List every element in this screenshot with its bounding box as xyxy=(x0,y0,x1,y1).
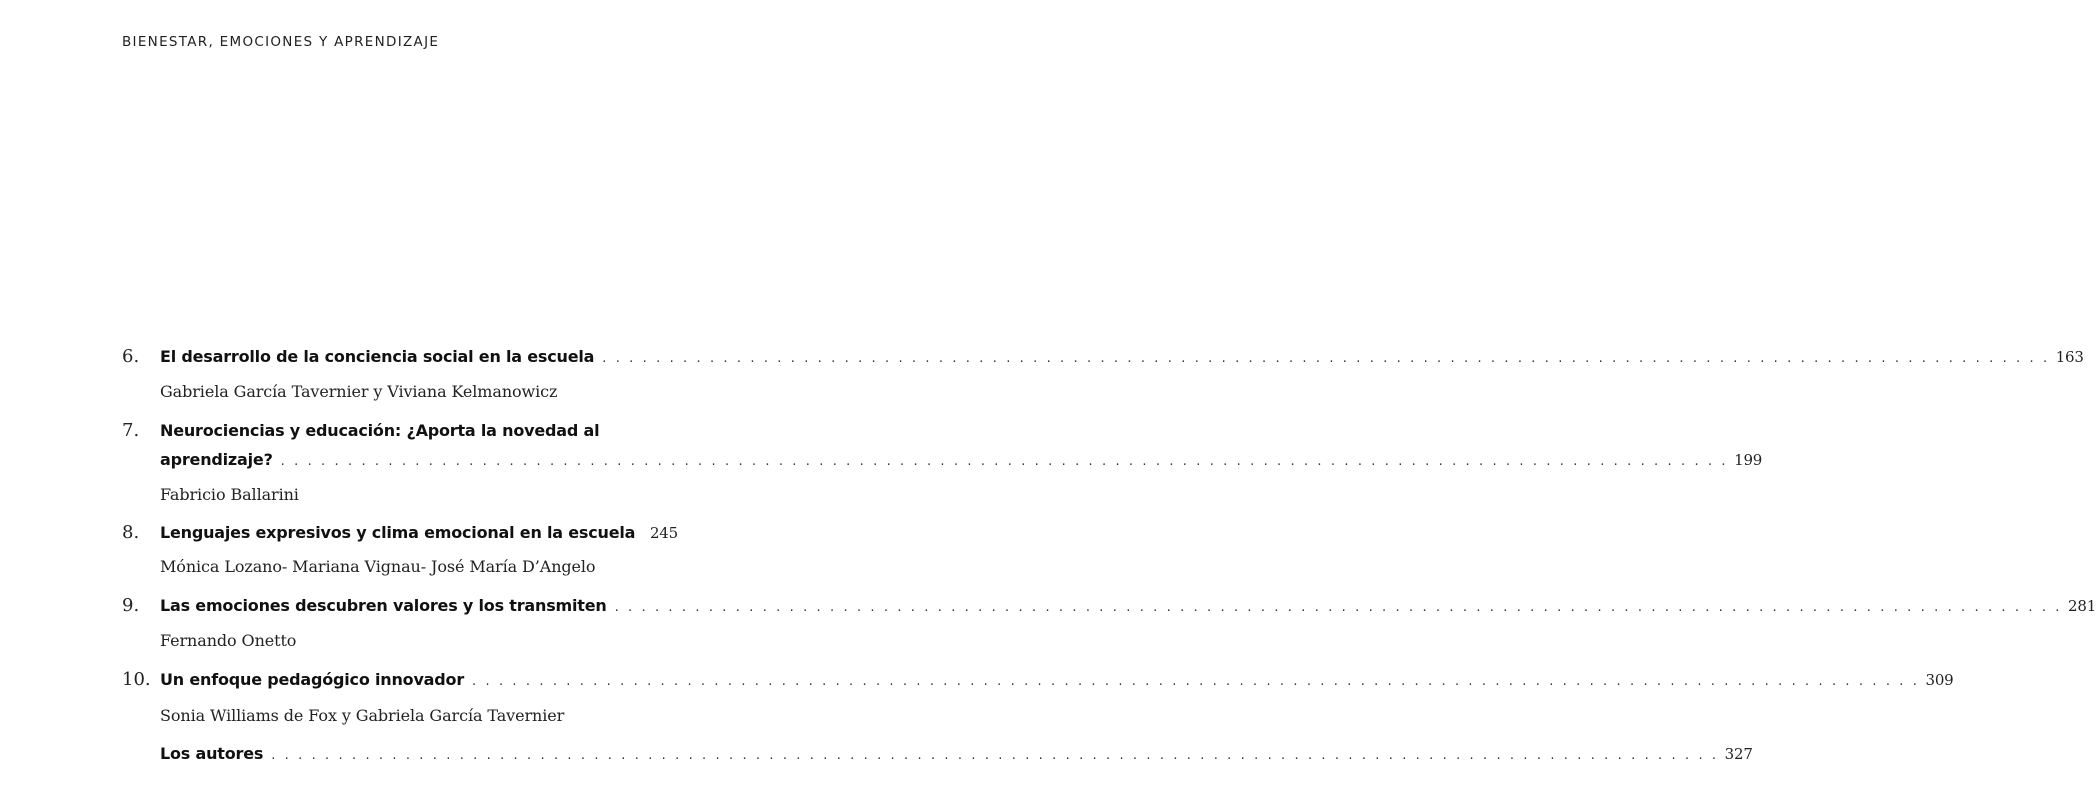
entry-number: 6. xyxy=(122,346,140,367)
entry-authors: Sonia Williams de Fox y Gabriela García Tavernier xyxy=(160,706,565,725)
page-number: 281 xyxy=(2068,597,2096,615)
page-number: 245 xyxy=(649,524,678,542)
toc-entry-10[interactable] xyxy=(122,667,1954,693)
toc-entry-6[interactable] xyxy=(122,344,2084,370)
entry-title: Neurociencias y educación: ¿Aporta la novedad al xyxy=(160,421,600,440)
toc-entry-10-authors xyxy=(122,703,678,729)
dot-leader: . . . . . . . . . . . . . . . . . . . . . . . . . . . . . . . . . . . . . . . . . . . . . . . . . . . . . . . . . . . . . . . . . . . . . . . . . . . . . . . . . . . . . . . . . . . . . . . . . . . . . . . . . . . . xyxy=(602,351,2050,366)
entry-number: 10. xyxy=(122,669,151,690)
entry-title-line xyxy=(160,667,1954,695)
entry-number: 7. xyxy=(122,420,140,441)
toc-entry-8-authors xyxy=(122,554,678,580)
entry-title: Las emociones descubren valores y los transmiten xyxy=(160,596,607,615)
entry-number: 9. xyxy=(122,595,140,616)
page-number: 163 xyxy=(2055,348,2084,366)
dot-leader: . . . . . . . . . . . . . . . . . . . . . . . . . . . . . . . . . . . . . . . . . . . . . . . . . . . . . . . . . . . . . . . . . . . . . . . . . . . . . . . . . . . . . . . . . . . . . . . . . . . . . . . . . . . . xyxy=(614,600,2063,615)
toc-entry-8[interactable] xyxy=(122,520,678,546)
entry-title: Lenguajes expresivos y clima emocional en la escuela xyxy=(160,523,636,542)
dot-leader: . . . . . . . . . . . . . . . . . . . . . . . . . . . . . . . . . . . . . . . . . . . . . . . . . . . . . . . . . . . . . . . . . . . . . . . . . . . . . . . . . . . . . . . . . . . . . . . . . . . . . . . . . . . . xyxy=(280,454,1729,469)
toc-entry-autores[interactable] xyxy=(122,741,1753,767)
toc-entry-9[interactable] xyxy=(122,593,2096,619)
entry-title-line xyxy=(160,520,678,548)
entry-number: 8. xyxy=(122,522,140,543)
entry-title: Un enfoque pedagógico innovador xyxy=(160,670,465,689)
entry-authors: Mónica Lozano- Mariana Vignau- José María D’Angelo xyxy=(160,557,596,576)
entry-authors: Fabricio Ballarini xyxy=(160,485,299,504)
running-head: BIENESTAR, EMOCIONES Y APRENDIZAJE xyxy=(122,34,440,50)
toc-entry-7[interactable] xyxy=(122,418,678,444)
toc-entry-6-authors xyxy=(122,379,678,405)
entry-title-continued: aprendizaje? xyxy=(160,450,273,469)
toc-entry-7-line2[interactable] xyxy=(122,447,1763,473)
entry-authors: Gabriela García Tavernier y Viviana Kelmanowicz xyxy=(160,382,558,401)
dot-leader: . . . . . . . . . . . . . . . . . . . . . . . . . . . . . . . . . . . . . . . . . . . . . . . . . . . . . . . . . . . . . . . . . . . . . . . . . . . . . . . . . . . . . . . . . . . . . . . . . . . . . . . . . . . . xyxy=(271,748,1719,763)
entry-title-line xyxy=(160,741,1753,769)
entry-title-line xyxy=(160,344,2084,372)
entry-title: El desarrollo de la conciencia social en la escuela xyxy=(160,347,595,366)
entry-authors: Fernando Onetto xyxy=(160,631,297,650)
entry-title-line xyxy=(160,593,2096,621)
page-number: 327 xyxy=(1724,745,1753,763)
toc-entry-7-authors xyxy=(122,482,678,508)
page-number: 309 xyxy=(1925,671,1954,689)
dot-leader xyxy=(643,522,644,548)
dot-leader: . . . . . . . . . . . . . . . . . . . . . . . . . . . . . . . . . . . . . . . . . . . . . . . . . . . . . . . . . . . . . . . . . . . . . . . . . . . . . . . . . . . . . . . . . . . . . . . . . . . . . . . . . . . . xyxy=(472,674,1920,689)
toc-entry-9-authors xyxy=(122,628,678,654)
page-number: 199 xyxy=(1734,451,1763,469)
entry-title: Los autores xyxy=(160,744,264,763)
entry-title-line xyxy=(160,447,1763,475)
